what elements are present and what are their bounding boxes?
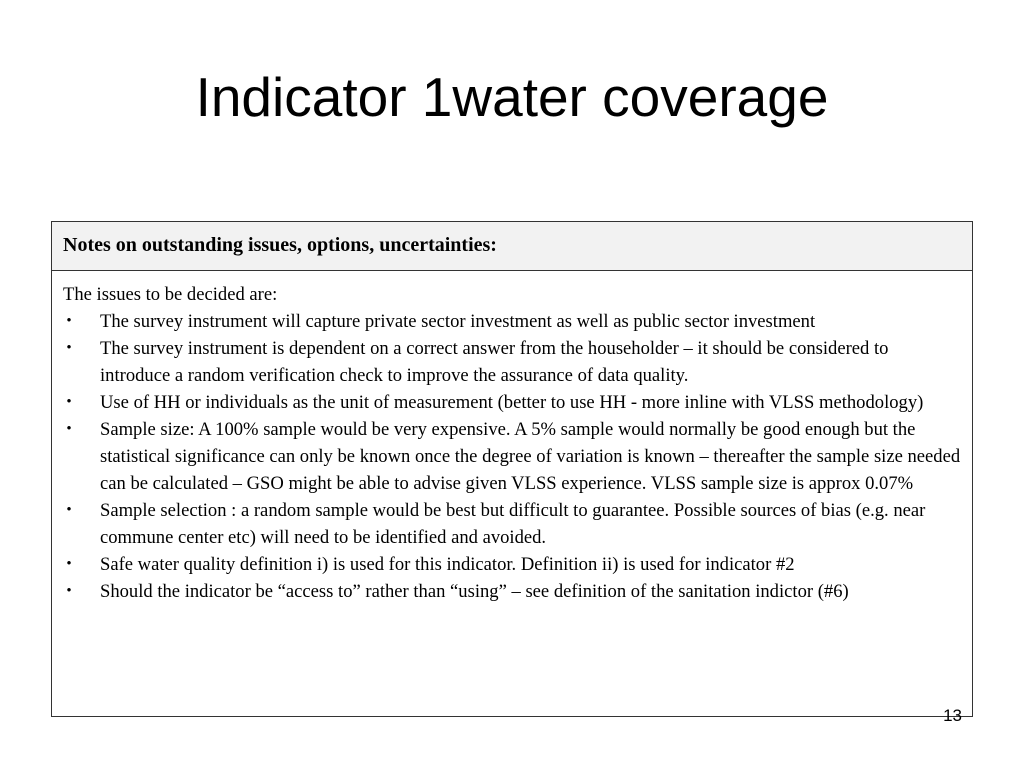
list-item: [63, 578, 961, 605]
bullet-icon: •: [66, 421, 72, 437]
notes-intro: The issues to be decided are:: [63, 284, 278, 305]
list-item: [63, 497, 961, 551]
list-item: [63, 416, 961, 497]
list-item-text: The survey instrument will capture private sector investment as well as public sector investment: [100, 311, 816, 332]
notes-header: Notes on outstanding issues, options, uncertainties:: [52, 222, 972, 271]
bullet-icon: •: [66, 556, 72, 572]
slide-title: Indicator 1water coverage: [195, 66, 829, 128]
list-item: [63, 389, 961, 416]
notes-body: [52, 271, 972, 605]
list-item-text: Sample size: A 100% sample would be very expensive. A 5% sample would normally be good enough but the statistical significance can only be known once the degree of variation is known – thereafter the sample size needed can be calculated – GSO might be able to advise given VLSS experience. VLSS sample size is approx 0.07%: [100, 419, 961, 494]
bullet-icon: •: [66, 313, 72, 329]
bullet-icon: •: [66, 394, 72, 410]
bullet-icon: •: [66, 502, 72, 518]
list-item-text: Should the indicator be “access to” rather than “using” – see definition of the sanitation indictor (#6): [100, 581, 849, 602]
page-number: 13: [943, 706, 962, 725]
list-item: [63, 308, 961, 335]
list-item-text: Sample selection : a random sample would be best but difficult to guarantee. Possible sources of bias (e.g. near commune center etc) will need to be identified and avoided.: [100, 500, 926, 548]
bullet-icon: •: [66, 583, 72, 599]
list-item: [63, 335, 961, 389]
issues-list: [63, 308, 961, 605]
list-item: [63, 551, 961, 578]
notes-table: [51, 221, 973, 717]
list-item-text: Safe water quality definition i) is used for this indicator. Definition ii) is used for indicator #2: [100, 554, 795, 575]
bullet-icon: •: [66, 340, 72, 356]
list-item-text: The survey instrument is dependent on a correct answer from the householder – it should be considered to introduce a random verification check to improve the assurance of data quality.: [100, 338, 889, 386]
list-item-text: Use of HH or individuals as the unit of measurement (better to use HH - more inline with VLSS methodology): [100, 392, 924, 413]
